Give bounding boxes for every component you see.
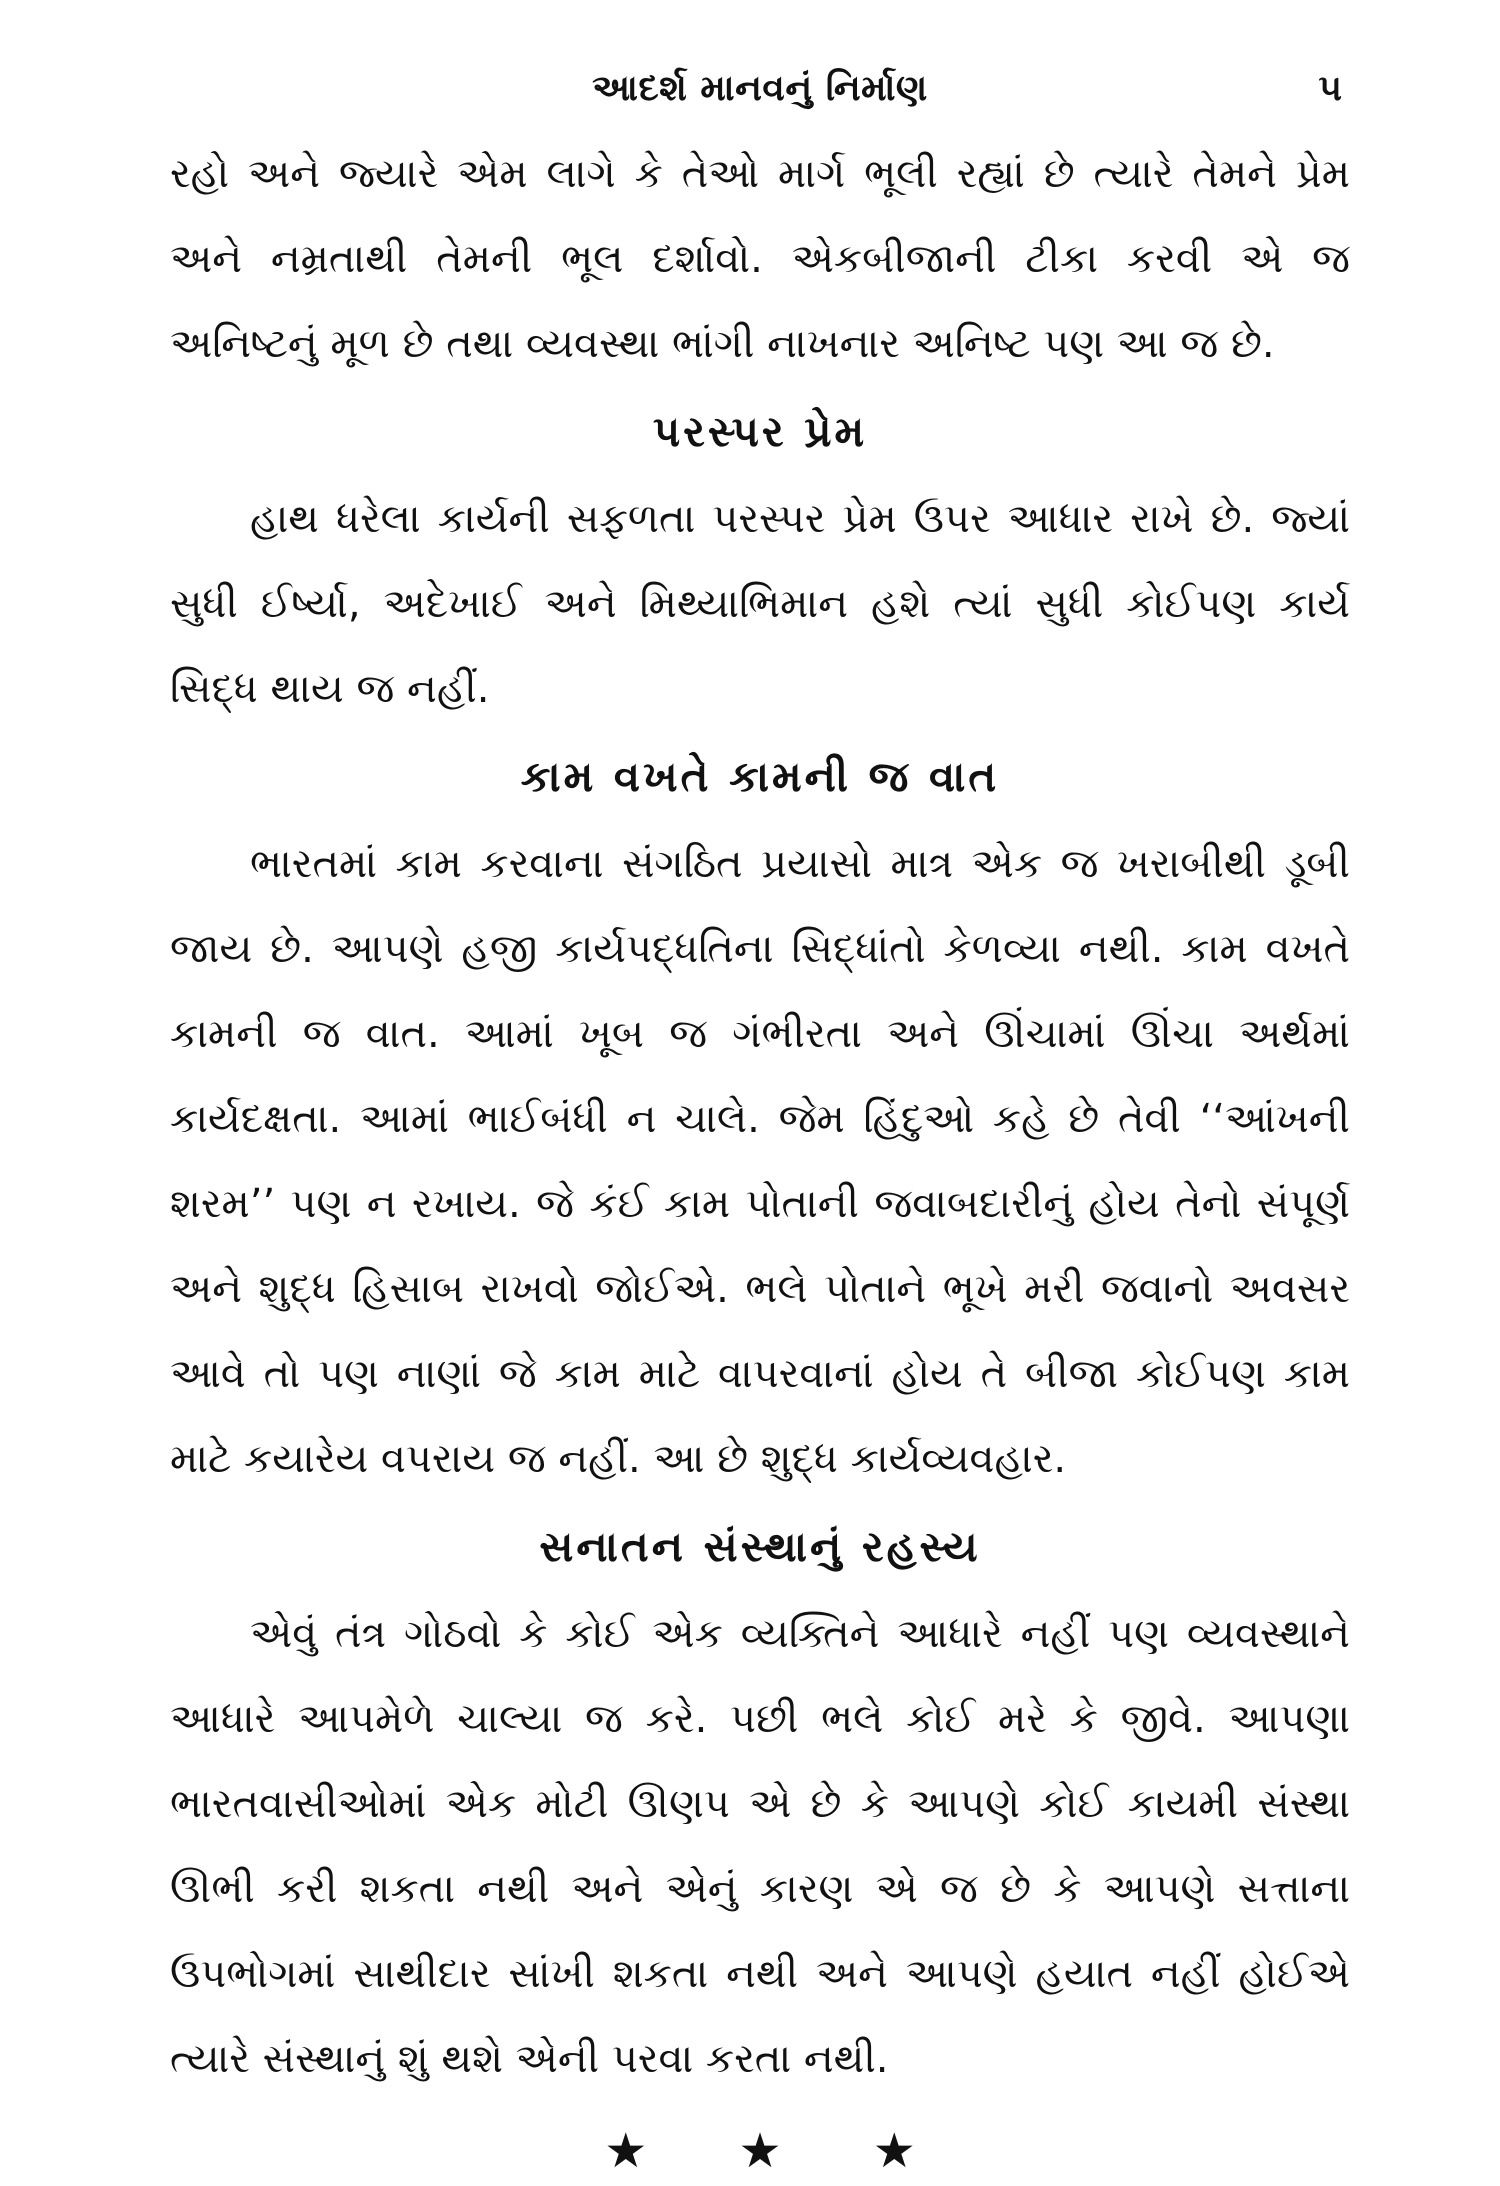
section-heading-eternal-institution: સનાતન સંસ્થાનું રહસ્ય	[539, 1522, 981, 1571]
page-header	[170, 60, 1350, 118]
star-icon: ★	[872, 2123, 916, 2179]
section-paragraph-eternal-institution: એવું તંત્ર ગોઠવો કે કોઈ એક વ્યક્તિને આધારે નહીં પણ વ્યવસ્થાને આધારે આપમેળે ચાલ્યા જ કરે. પછી ભલે કોઈ મરે કે જીવે. આપણા ભારતવાસીઓમાં એક મોટી ઊણપ એ છે કે આપણે કોઈ કાયમી સંસ્થા ઊભી કરી શકતા નથી અને એનું કારણ એ જ છે કે આપણે સત્તાના ઉપભોગમાં સાથીદાર સાંખી શકતા નથી અને આપણે હયાત નહીં હોઈએ ત્યારે સંસ્થાનું શું થશે એની પરવા કરતા નથી.	[170, 1611, 1350, 2082]
star-icon: ★	[604, 2123, 648, 2179]
star-icon: ★	[738, 2123, 782, 2179]
section-heading-mutual-love: પરસ્પર પ્રેમ	[652, 407, 868, 456]
section-heading-work-talk: કામ વખતે કામની જ વાત	[520, 752, 1000, 801]
intro-paragraph: રહો અને જ્યારે એમ લાગે કે તેઓ માર્ગ ભૂલી રહ્યાં છે ત્યારે તેમને પ્રેમ અને નમ્રતાથી તેમની ભૂલ દર્શાવો. એકબીજાની ટીકા કરવી એ જ અનિષ્ટનું મૂળ છે તથા વ્યવસ્થા ભાંગી નાખનાર અનિષ્ટ પણ આ જ છે.	[170, 151, 1350, 367]
page-number: ૫	[1318, 68, 1342, 109]
section-paragraph-work-talk: ભારતમાં કામ કરવાના સંગઠિત પ્રયાસો માત્ર એક જ ખરાબીથી ડૂબી જાય છે. આપણે હજી કાર્યપદ્ધતિના સિદ્ધાંતો કેળવ્યા નથી. કામ વખતે કામની જ વાત. આમાં ખૂબ જ ગંભીરતા અને ઊંચામાં ઊંચા અર્થમાં કાર્યદક્ષતા. આમાં ભાઈબંધી ન ચાલે. જેમ હિંદુઓ કહે છે તેવી ‘‘આંખની શરમ’’ પણ ન રખાય. જે કંઈ કામ પોતાની જવાબદારીનું હોય તેનો સંપૂર્ણ અને શુદ્ધ હિસાબ રાખવો જોઈએ. ભલે પોતાને ભૂખે મરી જવાનો અવસર આવે તો પણ નાણાં જે કામ માટે વાપરવાનાં હોય તે બીજા કોઈપણ કામ માટે કયારેય વપરાય જ નહીં. આ છે શુદ્ધ કાર્યવ્યવહાર.	[170, 841, 1350, 1482]
running-title: આદર્શ માનવનું નિર્માણ	[592, 68, 928, 109]
section-paragraph-mutual-love: હાથ ધરેલા કાર્યની સફળતા પરસ્પર પ્રેમ ઉપર આધાર રાખે છે. જ્યાં સુધી ઈર્ષ્યા, અદેખાઈ અને મિથ્યાભિમાન હશે ત્યાં સુધી કોઈપણ કાર્ય સિદ્ધ થાય જ નહીં.	[170, 496, 1350, 712]
section-end-ornament	[170, 2116, 1350, 2186]
